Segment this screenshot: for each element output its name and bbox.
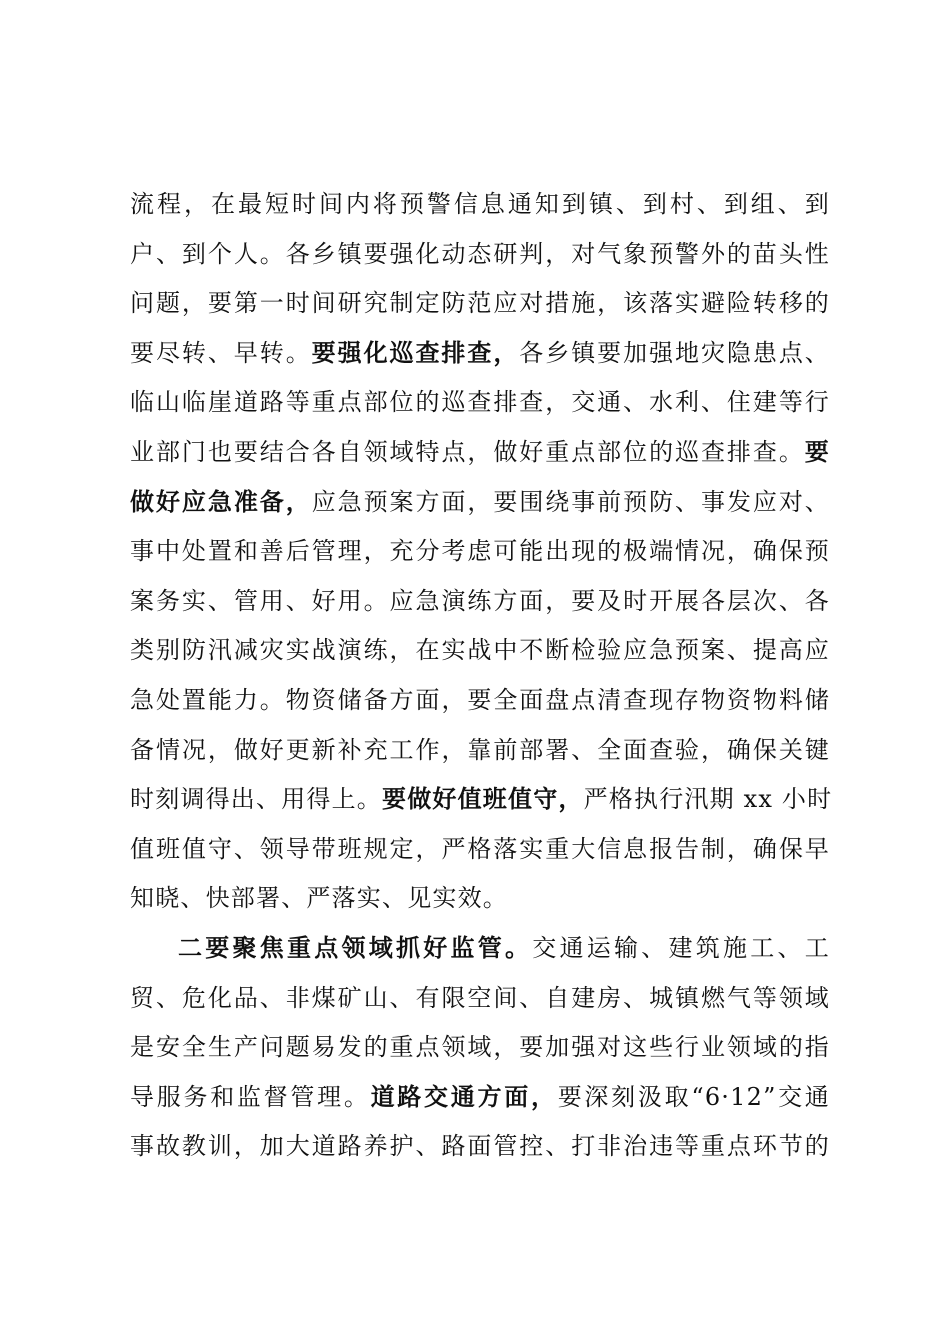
- text-line: [130, 1122, 830, 1172]
- text-line: [130, 676, 830, 726]
- body-text: [130, 180, 833, 1172]
- text-segment: 要深刻汲取“6·12”交通: [557, 1082, 830, 1111]
- text-segment: 事中处置和善后管理，充分考虑可能出现的极端情况，确保预: [130, 537, 830, 566]
- bold-text-segment: 要做好值班值守，: [382, 785, 584, 814]
- text-segment: 案务实、管用、好用。应急演练方面，要及时开展各层次、各: [130, 586, 830, 615]
- text-line: [130, 577, 830, 627]
- text-line: [130, 924, 830, 974]
- text-segment: 备情况，做好更新补充工作，靠前部署、全面查验，确保关键: [130, 735, 830, 764]
- text-segment: 值班值守、领导带班规定，严格落实重大信息报告制，确保早: [130, 834, 830, 863]
- text-segment: 知晓、快部署、严落实、见实效。: [130, 884, 508, 913]
- text-line: [130, 726, 830, 776]
- text-line: [130, 1023, 830, 1073]
- text-segment: 交通运输、建筑施工、工: [532, 933, 830, 962]
- text-line: [130, 626, 830, 676]
- text-segment: 业部门也要结合各自领域特点，做好重点部位的巡查排查。: [130, 437, 805, 466]
- bold-text-segment: 要: [804, 437, 830, 466]
- text-line: [130, 874, 830, 924]
- text-segment: 要尽转、早转。: [130, 338, 312, 367]
- text-line: [130, 478, 830, 528]
- text-line: [130, 230, 830, 280]
- text-segment: 贸、危化品、非煤矿山、有限空间、自建房、城镇燃气等领域: [130, 983, 830, 1012]
- text-line: [130, 974, 830, 1024]
- text-line: [130, 1073, 830, 1123]
- text-line: [130, 775, 833, 825]
- text-segment: 问题，要第一时间研究制定防范应对措施，该落实避险转移的: [130, 289, 830, 318]
- bold-text-segment: 做好应急准备，: [130, 487, 312, 516]
- text-segment: 时刻调得出、用得上。: [130, 785, 382, 814]
- text-line: [130, 428, 830, 478]
- text-segment: 应急预案方面，要围绕事前预防、事发应对、: [311, 487, 831, 516]
- bold-text-segment: 道路交通方面，: [370, 1082, 558, 1111]
- text-segment: 流程，在最短时间内将预警信息通知到镇、到村、到组、到: [130, 190, 830, 218]
- text-segment: 急处置能力。物资储备方面，要全面盘点清查现存物资物料储: [130, 685, 830, 714]
- text-segment: 严格执行汛期 xx 小时: [583, 785, 833, 814]
- text-segment: 各乡镇要加强地灾隐患点、: [519, 338, 830, 367]
- bold-text-segment: 要强化巡查排查，: [311, 338, 520, 367]
- text-line: [130, 180, 830, 230]
- text-segment: 类别防汛减灾实战演练，在实战中不断检验应急预案、提高应: [130, 636, 830, 665]
- text-line: [130, 825, 830, 875]
- text-line: [130, 279, 830, 329]
- text-segment: 是安全生产问题易发的重点领域，要加强对这些行业领域的指: [130, 1033, 830, 1062]
- text-segment: 临山临崖道路等重点部位的巡查排查，交通、水利、住建等行: [130, 388, 830, 417]
- text-line: [130, 527, 830, 577]
- text-segment: 户、到个人。各乡镇要强化动态研判，对气象预警外的苗头性: [130, 239, 830, 268]
- text-line: [130, 378, 830, 428]
- text-segment: 导服务和监督管理。: [130, 1082, 371, 1111]
- bold-text-segment: 二要聚焦重点领域抓好监管。: [178, 933, 533, 962]
- text-segment: 事故教训，加大道路养护、路面管控、打非治违等重点环节的: [130, 1132, 830, 1161]
- text-line: [130, 329, 830, 379]
